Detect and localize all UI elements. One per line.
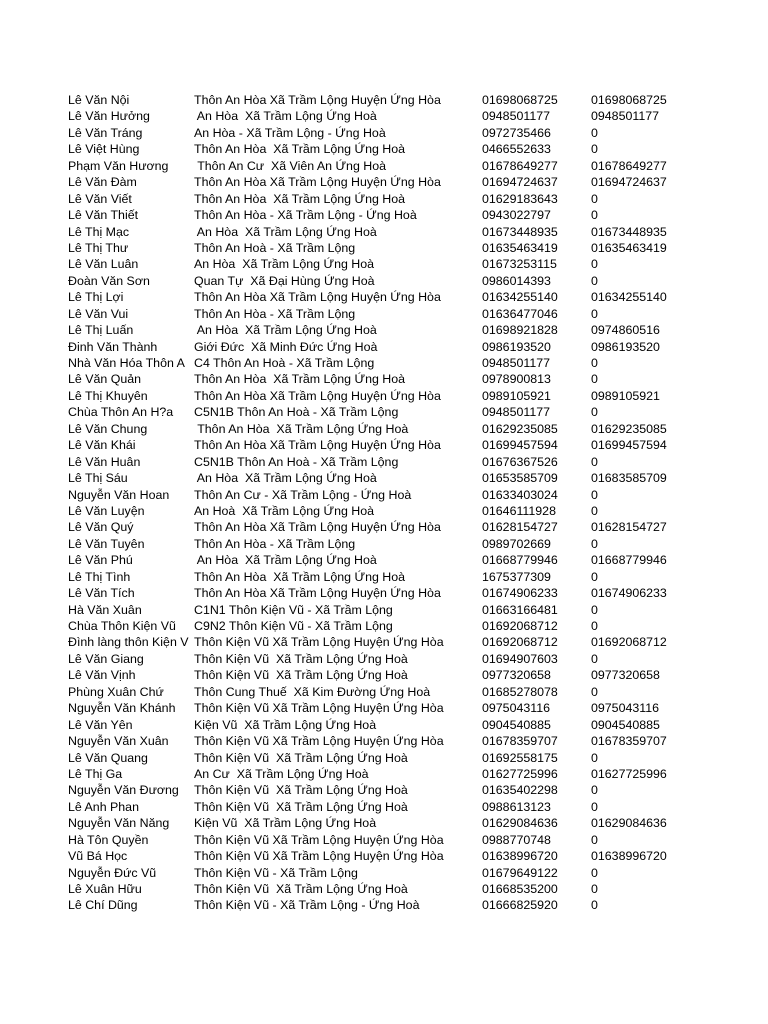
person-name-cell: Lê Thị Lợi (68, 290, 124, 305)
phone-primary-cell: 01679649122 (482, 865, 558, 880)
table-row (0, 503, 768, 519)
table-row (0, 339, 768, 355)
person-name-cell: Nhà Văn Hóa Thôn A (68, 356, 185, 370)
phone-primary-cell: 01635463419 (482, 240, 558, 255)
address-cell: An Hòa Xã Trầm Lộng Ứng Hoà (194, 109, 377, 124)
person-name-cell: Lê Văn Quý (68, 520, 134, 535)
address-cell: Giới Đức Xã Minh Đức Ứng Hoà (194, 339, 378, 354)
table-row (0, 634, 768, 650)
person-name-cell: Lê Văn Khái (68, 438, 136, 453)
phone-primary-cell: 01692068712 (482, 619, 558, 633)
address-cell: Thôn Kiện Vũ - Xã Trầm Lộng (194, 865, 358, 880)
address-cell: Thôn Kiện Vũ Xã Trầm Lộng Ứng Hoà (194, 750, 408, 765)
phone-primary-cell: 0972735466 (482, 125, 551, 140)
address-cell: Thôn An Cư Xã Viên An Ứng Hoà (194, 158, 387, 173)
phone-secondary-cell: 0 (591, 273, 598, 288)
phone-secondary-cell: 01699457594 (591, 438, 667, 453)
table-row (0, 536, 768, 552)
address-cell: An Hòa Xã Trầm Lộng Ứng Hoà (194, 471, 377, 486)
phone-secondary-cell: 0 (591, 783, 598, 798)
person-name-cell: Lê Văn Tuyên (68, 536, 145, 551)
phone-primary-cell: 01633403024 (482, 487, 558, 502)
table-row (0, 322, 768, 338)
table-row (0, 700, 768, 716)
address-cell: C1N1 Thôn Kiện Vũ - Xã Trầm Lộng (194, 602, 393, 617)
person-name-cell: Lê Văn Vui (68, 306, 129, 321)
phone-secondary-cell: 0 (591, 487, 598, 502)
table-row (0, 256, 768, 272)
phone-primary-cell: 01638996720 (482, 849, 558, 864)
phone-primary-cell: 01668535200 (482, 882, 558, 896)
table-row (0, 717, 768, 733)
table-row (0, 207, 768, 223)
address-cell: C5N1B Thôn An Hoà - Xã Trầm Lộng (194, 454, 399, 469)
phone-primary-cell: 01635402298 (482, 783, 558, 798)
address-cell: Thôn Kiện Vũ Xã Trầm Lộng Ứng Hoà (194, 668, 408, 683)
person-name-cell: Lê Văn Viết (68, 191, 132, 206)
person-name-cell: Lê Văn Hưởng (68, 109, 150, 124)
phone-secondary-cell: 0948501177 (591, 109, 659, 124)
table-row (0, 667, 768, 683)
person-name-cell: Lê Văn Quang (68, 750, 148, 765)
person-name-cell: Nguyễn Văn Hoan (68, 487, 170, 502)
address-cell: Thôn An Hòa - Xã Trầm Lộng - Ứng Hoà (194, 208, 417, 223)
phone-primary-cell: 0978900813 (482, 372, 551, 387)
phone-secondary-cell: 0 (591, 882, 598, 896)
person-name-cell: Lê Chí Dũng (68, 898, 138, 913)
address-cell: Kiện Vũ Xã Trầm Lộng Ứng Hoà (194, 816, 377, 831)
table-row (0, 782, 768, 798)
phone-primary-cell: 01627725996 (482, 766, 558, 781)
table-row (0, 174, 768, 190)
table-row (0, 437, 768, 453)
phone-secondary-cell: 0 (591, 356, 598, 370)
table-row (0, 618, 768, 634)
person-name-cell: Lê Văn Tích (68, 586, 135, 601)
person-name-cell: Lê Thị Khuyên (68, 388, 148, 403)
table-row (0, 519, 768, 535)
phone-primary-cell: 0988613123 (482, 799, 551, 814)
address-cell: Thôn An Hòa Xã Trầm Lộng Huyện Ứng Hòa (194, 175, 441, 190)
table-row (0, 832, 768, 848)
phone-secondary-cell: 0 (591, 569, 598, 584)
address-cell: Thôn An Hòa Xã Trầm Lộng Ứng Hoà (194, 421, 409, 436)
phone-secondary-cell: 0 (591, 750, 598, 765)
address-cell: C5N1B Thôn An Hoà - Xã Trầm Lộng (194, 405, 399, 420)
table-row (0, 404, 768, 420)
table-row (0, 108, 768, 124)
person-name-cell: Lê Văn Chung (68, 421, 148, 436)
phone-primary-cell: 01678649277 (482, 158, 558, 173)
person-name-cell: Lê Thị Ga (68, 766, 123, 781)
table-row (0, 306, 768, 322)
phone-primary-cell: 01629235085 (482, 421, 558, 436)
person-name-cell: Vũ Bá Học (68, 849, 128, 864)
phone-primary-cell: 01629183643 (482, 191, 558, 206)
person-name-cell: Lê Văn Luyện (68, 503, 145, 518)
table-row (0, 766, 768, 782)
person-name-cell: Nguyễn Văn Đương (68, 783, 179, 798)
phone-primary-cell: 0904540885 (482, 717, 551, 732)
phone-primary-cell: 0948501177 (482, 356, 550, 370)
person-name-cell: Lê Việt Hùng (68, 142, 140, 157)
phone-secondary-cell: 0 (591, 208, 598, 223)
address-cell: C4 Thôn An Hoà - Xã Trầm Lộng (194, 356, 375, 370)
phone-secondary-cell: 0 (591, 454, 598, 469)
phone-primary-cell: 0948501177 (482, 405, 550, 420)
phone-primary-cell: 0988770748 (482, 832, 551, 847)
person-name-cell: Lê Văn Yên (68, 717, 133, 732)
phone-secondary-cell: 0 (591, 684, 598, 699)
table-row (0, 651, 768, 667)
table-row (0, 289, 768, 305)
address-cell: Thôn Kiện Vũ Xã Trầm Lộng Ứng Hoà (194, 799, 408, 814)
person-name-cell: Lê Văn Luân (68, 257, 139, 272)
phone-primary-cell: 0989105921 (482, 388, 551, 403)
address-cell: Thôn Kiện Vũ Xã Trầm Lộng Huyện Ứng Hòa (194, 701, 444, 716)
person-name-cell: Lê Văn Giang (68, 651, 144, 666)
phone-primary-cell: 01668779946 (482, 553, 558, 568)
person-name-cell: Lê Thị Luấn (68, 323, 134, 338)
address-cell: Thôn An Hòa - Xã Trầm Lộng (194, 306, 356, 321)
address-cell: Thôn Cung Thuế Xã Kim Đường Ứng Hoà (194, 684, 431, 699)
phone-secondary-cell: 0975043116 (591, 701, 659, 716)
table-row (0, 125, 768, 141)
table-row (0, 487, 768, 503)
address-cell: Thôn An Hòa Xã Trầm Lộng Huyện Ứng Hòa (194, 438, 441, 453)
phone-primary-cell: 0948501177 (482, 109, 550, 124)
phone-secondary-cell: 0 (591, 799, 598, 814)
phone-secondary-cell: 01629235085 (591, 421, 667, 436)
phone-primary-cell: 0466552633 (482, 142, 551, 157)
phone-primary-cell: 01674906233 (482, 586, 558, 601)
address-cell: Thôn An Hòa Xã Trầm Lộng Huyện Ứng Hòa (194, 586, 441, 601)
table-row (0, 552, 768, 568)
phone-primary-cell: 01666825920 (482, 898, 558, 913)
phone-primary-cell: 01646111928 (482, 503, 556, 518)
person-name-cell: Phạm Văn Hương (68, 158, 169, 173)
phone-primary-cell: 0986014393 (482, 273, 551, 288)
address-cell: Thôn Kiện Vũ - Xã Trầm Lộng - Ứng Hoà (194, 898, 420, 913)
phone-primary-cell: 01692558175 (482, 750, 558, 765)
phone-primary-cell: 01673448935 (482, 224, 558, 239)
table-row (0, 881, 768, 897)
person-name-cell: Lê Thị Tình (68, 569, 131, 584)
person-name-cell: Hà Tôn Quyền (68, 832, 149, 847)
person-name-cell: Lê Văn Vịnh (68, 668, 136, 683)
phone-secondary-cell: 0 (591, 503, 598, 518)
person-name-cell: Nguyễn Văn Xuân (68, 734, 169, 749)
phone-secondary-cell: 0986193520 (591, 339, 660, 354)
address-cell: Quan Tự Xã Đại Hùng Ứng Hoà (194, 273, 375, 288)
table-row (0, 388, 768, 404)
phone-secondary-cell: 0989105921 (591, 388, 660, 403)
address-cell: Thôn Kiện Vũ Xã Trầm Lộng Huyện Ứng Hòa (194, 734, 444, 749)
table-row (0, 799, 768, 815)
phone-secondary-cell: 01638996720 (591, 849, 667, 864)
person-name-cell: Lê Xuân Hữu (68, 882, 142, 896)
person-name-cell: Nguyễn Đức Vũ (68, 865, 157, 880)
person-name-cell: Chùa Thôn An H?a (68, 405, 174, 420)
address-cell: Thôn An Hòa Xã Trầm Lộng Huyện Ứng Hòa (194, 388, 441, 403)
table-row (0, 92, 768, 108)
address-cell: Thôn Kiện Vũ Xã Trầm Lộng Huyện Ứng Hòa (194, 832, 444, 847)
address-cell: An Hoà Xã Trầm Lộng Ứng Hoà (194, 503, 375, 518)
address-cell: Kiện Vũ Xã Trầm Lộng Ứng Hoà (194, 717, 377, 732)
phone-primary-cell: 01698921828 (482, 323, 558, 338)
table-row (0, 141, 768, 157)
address-cell: Thôn An Hòa Xã Trầm Lộng Ứng Hoà (194, 569, 406, 584)
person-name-cell: Lê Văn Thiết (68, 208, 139, 223)
phone-primary-cell: 01653585709 (482, 471, 558, 486)
address-cell: Thôn Kiện Vũ Xã Trầm Lộng Ứng Hoà (194, 783, 408, 798)
table-row (0, 750, 768, 766)
phone-primary-cell: 01685278078 (482, 684, 558, 699)
phone-primary-cell: 01634255140 (482, 290, 558, 305)
person-name-cell: Nguyễn Văn Năng (68, 816, 170, 831)
phone-secondary-cell: 0 (591, 898, 598, 913)
phone-secondary-cell: 0 (591, 619, 598, 633)
table-row (0, 454, 768, 470)
phone-secondary-cell: 01627725996 (591, 766, 667, 781)
person-name-cell: Lê Văn Quản (68, 372, 142, 387)
table-row (0, 355, 768, 371)
person-name-cell: Hà Văn Xuân (68, 602, 142, 617)
phone-primary-cell: 0977320658 (482, 668, 551, 683)
address-cell: Thôn An Cư - Xã Trầm Lộng - Ứng Hoà (194, 487, 412, 502)
address-cell: Thôn An Hòa - Xã Trầm Lộng (194, 536, 356, 551)
address-cell: Thôn Kiện Vũ Xã Trầm Lộng Huyện Ứng Hòa (194, 849, 444, 864)
address-cell: An Hòa Xã Trầm Lộng Ứng Hoà (194, 323, 377, 338)
table-row (0, 848, 768, 864)
address-cell: Thôn Kiện Vũ Xã Trầm Lộng Ứng Hoà (194, 651, 408, 666)
phone-secondary-cell: 0977320658 (591, 668, 660, 683)
table-row (0, 421, 768, 437)
phone-primary-cell: 01698068725 (482, 93, 558, 107)
person-name-cell: Lê Văn Nội (68, 93, 130, 107)
table-row (0, 733, 768, 749)
person-name-cell: Lê Văn Tráng (68, 125, 143, 140)
address-cell: Thôn An Hòa Xã Trầm Lộng Huyện Ứng Hòa (194, 520, 441, 535)
table-row (0, 191, 768, 207)
address-cell: Thôn An Hòa Xã Trầm Lộng Ứng Hoà (194, 372, 406, 387)
address-cell: Thôn An Hòa Xã Trầm Lộng Ứng Hoà (194, 142, 406, 157)
phone-secondary-cell: 0 (591, 372, 598, 387)
table-row (0, 585, 768, 601)
phone-secondary-cell: 01674906233 (591, 586, 667, 601)
phone-secondary-cell: 01692068712 (591, 635, 667, 650)
table-row (0, 158, 768, 174)
phone-secondary-cell: 01673448935 (591, 224, 667, 239)
table-row (0, 865, 768, 881)
phone-secondary-cell: 0 (591, 832, 598, 847)
phone-primary-cell: 0975043116 (482, 701, 550, 716)
person-name-cell: Lê Thị Mạc (68, 224, 130, 239)
phone-secondary-cell: 0 (591, 306, 598, 321)
contact-list-sheet (0, 92, 768, 914)
table-row (0, 815, 768, 831)
address-cell: An Hòa Xã Trầm Lộng Ứng Hoà (194, 224, 377, 239)
person-name-cell: Lê Văn Đàm (68, 175, 137, 190)
person-name-cell: Lê Văn Phú (68, 553, 133, 568)
address-cell: Thôn An Hòa Xã Trầm Lộng Ứng Hoà (194, 191, 406, 206)
person-name-cell: Lê Văn Huân (68, 454, 141, 469)
phone-secondary-cell: 0 (591, 257, 598, 272)
phone-primary-cell: 01628154727 (482, 520, 558, 535)
phone-secondary-cell: 01634255140 (591, 290, 667, 305)
person-name-cell: Phùng Xuân Chứ (68, 684, 164, 699)
phone-secondary-cell: 0974860516 (591, 323, 660, 338)
phone-primary-cell: 01629084636 (482, 816, 558, 831)
table-row (0, 602, 768, 618)
address-cell: Thôn Kiện Vũ Xã Trầm Lộng Ứng Hoà (194, 882, 408, 896)
phone-secondary-cell: 01628154727 (591, 520, 667, 535)
phone-primary-cell: 01699457594 (482, 438, 558, 453)
person-name-cell: Nguyễn Văn Khánh (68, 701, 176, 716)
table-row (0, 224, 768, 240)
phone-secondary-cell: 01678359707 (591, 734, 667, 749)
phone-secondary-cell: 0 (591, 405, 598, 420)
address-cell: An Cư Xã Trầm Lộng Ứng Hoà (194, 766, 369, 781)
person-name-cell: Chùa Thôn Kiện Vũ (68, 619, 176, 633)
address-cell: An Hòa Xã Trầm Lộng Ứng Hoà (194, 553, 377, 568)
phone-secondary-cell: 0 (591, 125, 598, 140)
phone-secondary-cell: 01629084636 (591, 816, 667, 831)
phone-primary-cell: 01673253115 (482, 257, 557, 272)
phone-primary-cell: 1675377309 (482, 569, 551, 584)
phone-secondary-cell: 0 (591, 651, 598, 666)
table-row (0, 371, 768, 387)
table-row (0, 684, 768, 700)
phone-primary-cell: 01636477046 (482, 306, 558, 321)
phone-primary-cell: 01692068712 (482, 635, 558, 650)
phone-secondary-cell: 0 (591, 191, 598, 206)
address-cell: An Hòa Xã Trầm Lộng Ứng Hoà (194, 257, 375, 272)
phone-secondary-cell: 01678649277 (591, 158, 667, 173)
phone-secondary-cell: 0 (591, 602, 598, 617)
phone-primary-cell: 01676367526 (482, 454, 558, 469)
person-name-cell: Lê Thị Thư (68, 240, 129, 255)
table-row (0, 273, 768, 289)
phone-secondary-cell: 01698068725 (591, 93, 667, 107)
address-cell: An Hòa - Xã Trầm Lộng - Ứng Hoà (194, 125, 386, 140)
person-name-cell: Đoàn Văn Sơn (68, 273, 150, 288)
address-cell: C9N2 Thôn Kiện Vũ - Xã Trầm Lộng (194, 619, 393, 633)
phone-secondary-cell: 01668779946 (591, 553, 667, 568)
phone-primary-cell: 0943022797 (482, 208, 551, 223)
table-row (0, 470, 768, 486)
table-row (0, 569, 768, 585)
table-row (0, 240, 768, 256)
table-row (0, 897, 768, 913)
phone-secondary-cell: 01683585709 (591, 471, 667, 486)
phone-secondary-cell: 0 (591, 536, 598, 551)
person-name-cell: Đinh Văn Thành (68, 339, 158, 354)
phone-primary-cell: 01694724637 (482, 175, 558, 190)
address-cell: Thôn Kiện Vũ Xã Trầm Lộng Huyện Ứng Hòa (194, 635, 444, 650)
address-cell: Thôn An Hòa Xã Trầm Lộng Huyện Ứng Hòa (194, 290, 441, 305)
phone-primary-cell: 01663166481 (482, 602, 558, 617)
phone-primary-cell: 0986193520 (482, 339, 551, 354)
person-name-cell: Lê Anh Phan (68, 799, 139, 814)
phone-primary-cell: 0989702669 (482, 536, 551, 551)
person-name-cell: Lê Thị Sáu (68, 471, 128, 486)
address-cell: Thôn An Hòa Xã Trầm Lộng Huyện Ứng Hòa (194, 93, 441, 107)
address-cell: Thôn An Hoà - Xã Trầm Lộng (194, 240, 356, 255)
phone-secondary-cell: 01635463419 (591, 240, 667, 255)
phone-primary-cell: 01694907603 (482, 651, 558, 666)
phone-secondary-cell: 0 (591, 142, 598, 157)
phone-secondary-cell: 0 (591, 865, 598, 880)
phone-primary-cell: 01678359707 (482, 734, 558, 749)
phone-secondary-cell: 01694724637 (591, 175, 667, 190)
person-name-cell: Đình làng thôn Kiện V (68, 635, 189, 650)
phone-secondary-cell: 0904540885 (591, 717, 660, 732)
